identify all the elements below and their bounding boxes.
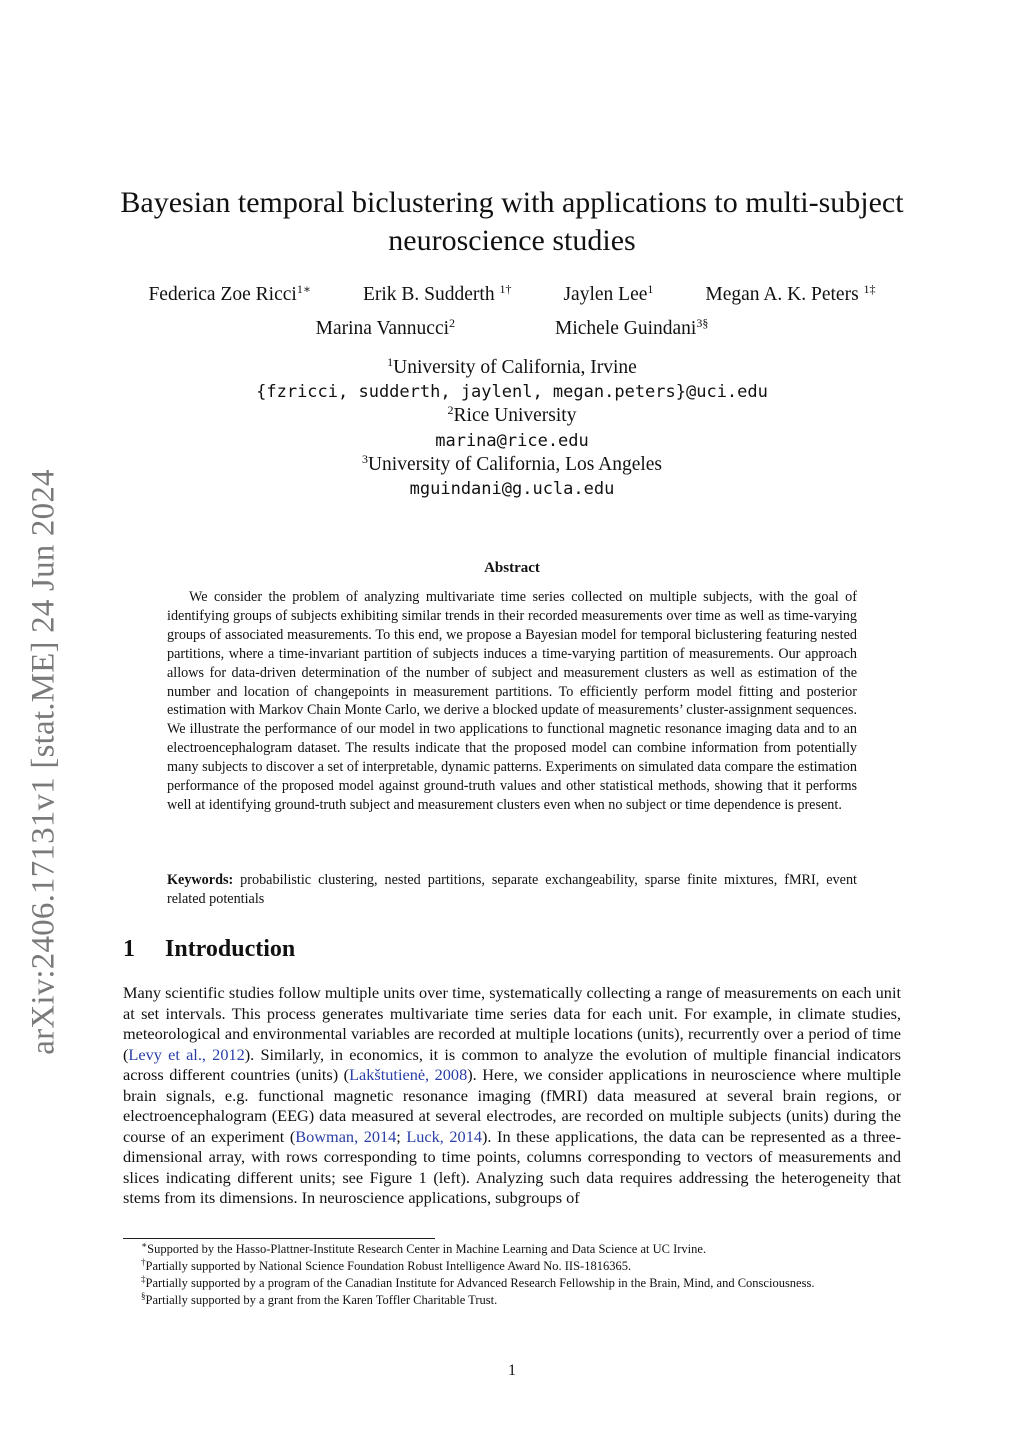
footnote <box>123 1258 901 1275</box>
footnote-mark: † <box>141 1257 146 1267</box>
author-mark: 1† <box>499 282 512 296</box>
title-line-2: neuroscience studies <box>388 224 636 257</box>
author-mark: 1 <box>647 282 654 296</box>
affiliation-3 <box>110 453 914 477</box>
author-row-1 <box>110 280 914 310</box>
author-mark: 1‡ <box>863 282 876 296</box>
arxiv-side-stamp: arXiv:2406.17131v1 [stat.ME] 24 Jun 2024 <box>25 469 62 1055</box>
author-list <box>110 280 914 344</box>
body-text-run: Many scientific studies follow multiple units over time, systematically collecting a range of measurements on each unit at set intervals. This process generates multivariate time series data for each unit. For example, in climate studies, meteorological and environmental variables are recorded at multiple locations (units), recurrently over a period of time ( <box>123 983 901 1064</box>
footnote-mark: ∗ <box>141 1240 148 1250</box>
abstract-body: We consider the problem of analyzing multivariate time series collected on multiple subjects, with the goal of identifying groups of subjects exhibiting similar trends in their recorded measurements over time as well as time-varying groups of associated measurements. To this end, we propose a Bayesian model for temporal biclustering featuring nested partitions, where a time-invariant partition of subjects induces a time-varying partition of measurements. Our approach allows for data-driven determination of the number of subject and measurement clusters as well as estimation of the number and location of changepoints in measurement partitions. To efficiently perform model fitting and posterior estimation with Markov Chain Monte Carlo, we derive a blocked update of measurements’ cluster-assignment sequences. We illustrate the performance of our model in two applications to functional magnetic resonance imaging data and to an electroencephalogram dataset. The results indicate that the proposed model can combine information from potentially many subjects to discover a set of interpretable, dynamic patterns. Experiments on simulated data compare the estimation performance of the proposed model against ground-truth values and other statistical methods, showing that it performs well at identifying ground-truth subject and measurement clusters even when no subject or time dependence is present. <box>167 589 857 813</box>
keywords-text: probabilistic clustering, nested partitions, separate exchangeability, sparse finite mixtures, fMRI, event related potentials <box>167 872 857 907</box>
author-mark: 3§ <box>696 316 709 330</box>
section-number: 1 <box>123 936 135 962</box>
author <box>555 314 708 344</box>
footnote-mark: § <box>141 1291 146 1301</box>
author <box>148 280 311 310</box>
affiliation-email-2[interactable]: marina@rice.edu <box>435 430 589 451</box>
author-mark: 1∗ <box>296 282 311 296</box>
author-name: Marina Vannucci <box>315 318 450 339</box>
citation-link[interactable]: Luck, 2014 <box>406 1126 482 1146</box>
citation-link[interactable]: Levy et al., 2012 <box>128 1044 245 1064</box>
affiliation-1 <box>110 356 914 380</box>
footnote-text: Partially supported by National Science Foundation Robust Intelligence Award No. IIS-1816365. <box>145 1259 632 1273</box>
affiliation-email-1[interactable]: {fzricci, sudderth, jaylenl, megan.peters}@uci.edu <box>256 382 768 403</box>
footnote <box>123 1241 901 1258</box>
intro-paragraph <box>123 983 901 1209</box>
author-row-2 <box>110 314 914 344</box>
footnote-rule <box>123 1238 435 1239</box>
affiliation-name: University of California, Irvine <box>393 357 637 378</box>
author-name: Jaylen Lee <box>563 284 648 305</box>
author <box>363 280 512 310</box>
page-number: 1 <box>508 1362 516 1379</box>
author <box>316 314 455 344</box>
author <box>563 280 653 310</box>
keywords <box>167 871 857 909</box>
footnote <box>123 1292 901 1309</box>
footnote-text: Partially supported by a program of the Canadian Institute for Advanced Research Fellowship in the Brain, Mind, and Consciousness. <box>145 1276 815 1290</box>
section-heading <box>123 936 295 963</box>
body-text-run: ). In these applications, the data can be represented as a three-dimensional array, with rows corresponding to time points, columns corresponding to vectors of measurements and slices indicating different units; see Figure 1 (left). Analyzing such data requires addressing the heterogeneity that stems from its dimensions. In neuroscience applications, subgroups of <box>123 1126 902 1207</box>
affiliation-name: Rice University <box>453 405 577 427</box>
author-name: Megan A. K. Peters <box>705 284 864 305</box>
affiliation-mark: 3 <box>361 451 368 466</box>
author-name: Erik B. Sudderth <box>362 284 500 305</box>
footnote <box>123 1275 901 1292</box>
author-name: Michele Guindani <box>555 318 697 339</box>
paper-title <box>110 184 914 260</box>
abstract-heading: Abstract <box>484 560 540 576</box>
footnote-text: Supported by the Hasso-Plattner-Institute Research Center in Machine Learning and Data Science at UC Irvine. <box>147 1242 707 1256</box>
affiliation-email-3[interactable]: mguindani@g.ucla.edu <box>409 479 615 500</box>
footnote-text: Partially supported by a grant from the Karen Toffler Charitable Trust. <box>145 1293 498 1307</box>
affiliation-mark: 2 <box>447 403 454 418</box>
affiliation-name: University of California, Los Angeles <box>367 453 663 475</box>
affiliation-mark: 1 <box>387 355 394 369</box>
footnotes <box>123 1241 901 1309</box>
author-mark: 2 <box>449 316 456 330</box>
keywords-label: Keywords: <box>167 872 234 888</box>
footnote-mark: ‡ <box>141 1274 146 1284</box>
author <box>705 280 875 310</box>
body-text-run: ). Here, we consider applications in neuroscience where multiple brain signals, e.g. functional magnetic resonance imaging (fMRI) data measured at several brain regions, or electroencephalogram (EEG) data measured at several electrodes, are recorded on multiple subjects (units) during the course of an experiment ( <box>123 1065 902 1146</box>
body-text-run: ). Similarly, in economics, it is common to analyze the evolution of multiple financial indicators across different countries (units) ( <box>123 1044 901 1084</box>
body-text-run: ; <box>396 1126 407 1146</box>
author-name: Federica Zoe Ricci <box>148 284 297 305</box>
title-line-1: Bayesian temporal biclustering with applications to multi-subject <box>120 186 904 219</box>
affiliation-2 <box>110 404 914 428</box>
citation-link[interactable]: Bowman, 2014 <box>295 1126 397 1146</box>
affiliations <box>110 356 914 501</box>
section-title: Introduction <box>165 936 296 962</box>
citation-link[interactable]: Lakštutienė, 2008 <box>349 1065 468 1084</box>
